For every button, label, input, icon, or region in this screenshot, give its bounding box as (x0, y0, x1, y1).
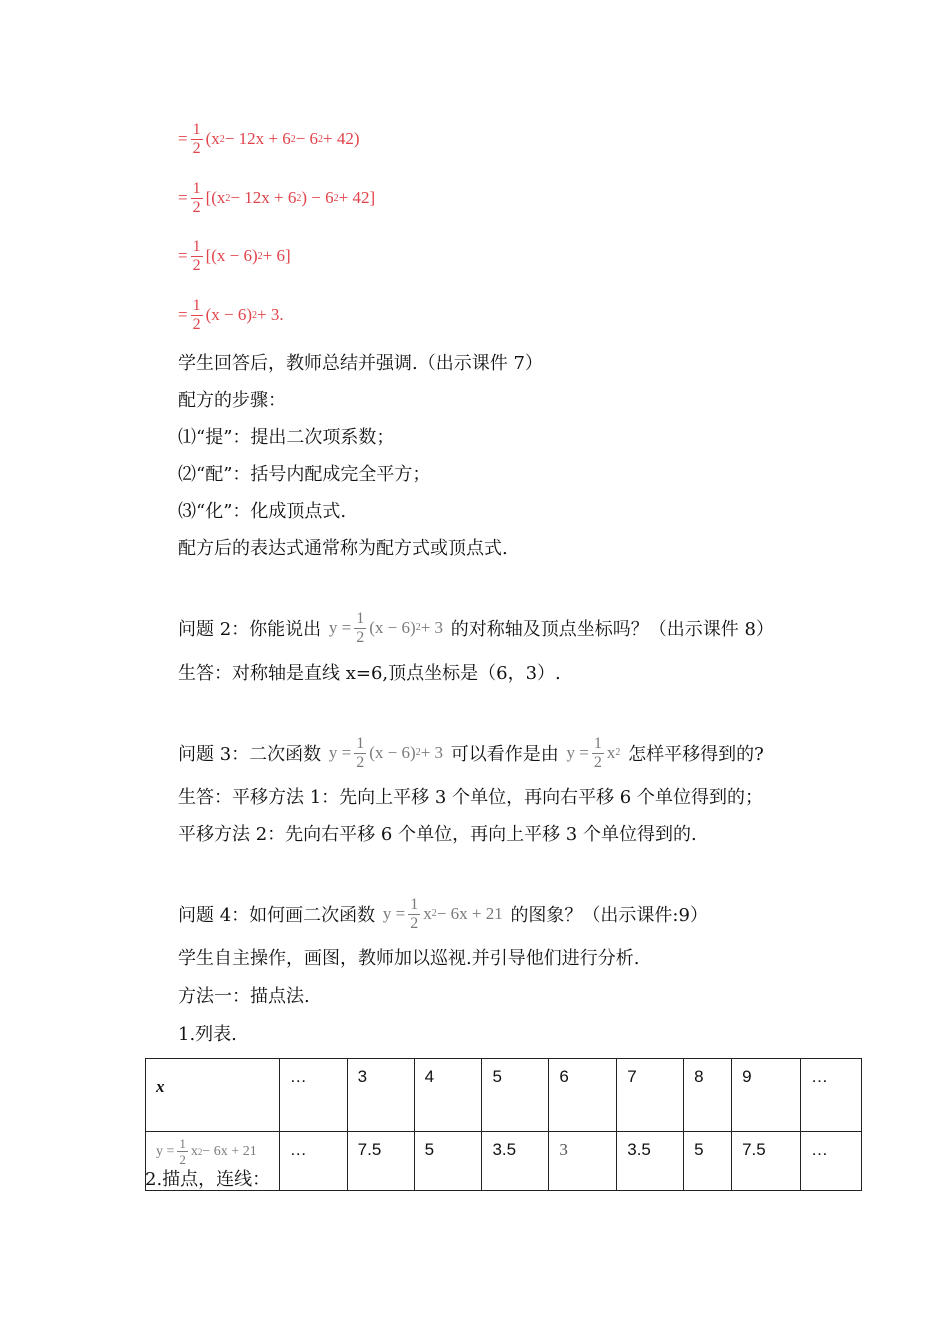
equation-step-3 (178, 233, 291, 279)
table-cell: 3.5 (482, 1132, 549, 1191)
expr-part: (x − 6) (205, 305, 253, 324)
table-cell: 5 (684, 1132, 732, 1191)
exponent: 2 (296, 192, 302, 204)
fraction-half (191, 121, 203, 158)
equals-sign: = (178, 188, 188, 207)
question-text: 的图象？（出示课件:9） (510, 905, 708, 926)
question-text: 可以看作是由 (450, 744, 559, 765)
numerator: 1 (356, 609, 365, 627)
expr-part: [(x (205, 188, 226, 207)
denominator: 2 (356, 628, 365, 646)
expr-part: x (423, 904, 432, 923)
student-operation-text: 学生自主操作，画图，教师加以巡视.并引导他们进行分析. (178, 948, 640, 969)
exponent: 2 (415, 747, 421, 758)
x-header-cell (146, 1059, 280, 1132)
table-cell: 9 (732, 1059, 801, 1132)
exponent: 2 (252, 309, 258, 321)
steps-title: 配方的步骤： (178, 390, 286, 411)
numerator: 1 (192, 179, 201, 197)
step-2: ⑵“配”：括号内配成完全平方； (178, 464, 431, 485)
fraction-half (191, 180, 203, 217)
table-cell: 3.5 (617, 1132, 684, 1191)
expr-part: + 6] (262, 246, 291, 265)
answer-3-line-2: 平移方法 2：先向右平移 6 个单位，再向上平移 3 个单位得到的. (178, 824, 697, 845)
denominator: 2 (192, 315, 201, 333)
numerator: 1 (410, 895, 419, 913)
y-equals: y = (382, 904, 406, 923)
expr-part: − 6 (295, 129, 319, 148)
plot-step-text: 2.描点，连线： (145, 1169, 271, 1190)
answer-3-line-1: 生答：平移方法 1：先向上平移 3 个单位，再向右平移 6 个单位得到的； (178, 787, 763, 808)
table-cell: 8 (684, 1059, 732, 1132)
exponent: 2 (318, 133, 324, 145)
expr-part: − 12x + 6 (224, 129, 291, 148)
exponent: 2 (333, 192, 339, 204)
fraction-half (592, 735, 604, 772)
expr-part: ) − 6 (301, 188, 334, 207)
summary-text: 学生回答后，教师总结并强调.（出示课件 7） (178, 353, 543, 374)
numerator: 1 (179, 1136, 186, 1151)
vertex-form-text: 配方后的表达式通常称为配方式或顶点式. (178, 538, 508, 559)
y-equals: y = (328, 618, 352, 637)
table-cell: 3 (347, 1059, 414, 1132)
step-1: ⑴“提”：提出二次项系数； (178, 427, 395, 448)
exponent: 2 (615, 747, 621, 758)
answer-2: 生答：对称轴是直线 x=6,顶点坐标是（6，3）. (178, 663, 561, 684)
equals-sign: = (178, 305, 188, 324)
expr-part: x (606, 743, 616, 762)
exponent: 2 (415, 622, 421, 633)
table-cell: 5 (414, 1132, 482, 1191)
expr-part: + 3 (420, 618, 444, 637)
y-equals: y = (328, 743, 352, 762)
table-cell: 6 (549, 1059, 617, 1132)
expr-part: + 42) (323, 129, 360, 148)
numerator: 1 (192, 120, 201, 138)
question-text: 问题 3：二次函数 (178, 744, 322, 765)
step-3: ⑶“化”：化成顶点式. (178, 501, 347, 522)
fraction-half (408, 896, 420, 933)
denominator: 2 (192, 256, 201, 274)
expr-part: + 42] (338, 188, 376, 207)
exponent: 2 (225, 192, 231, 204)
list-step-text: 1.列表. (178, 1024, 237, 1045)
y-equals: y = (156, 1143, 175, 1159)
vertex-function-formula (329, 604, 443, 652)
vertex-function-formula (329, 729, 443, 777)
exponent: 2 (197, 1146, 203, 1157)
question-text: 问题 4：如何画二次函数 (178, 905, 376, 926)
table-cell: … (801, 1059, 862, 1132)
fraction-half (191, 297, 203, 334)
fraction-half (354, 735, 366, 772)
table-cell: … (279, 1132, 347, 1191)
expr-part: + 3. (257, 305, 284, 324)
numerator: 1 (356, 734, 365, 752)
equation-step-1 (178, 116, 360, 162)
numerator: 1 (192, 237, 201, 255)
equation-step-4 (178, 292, 284, 338)
numerator: 1 (593, 734, 602, 752)
question-text: 怎样平移得到的? (628, 744, 764, 765)
table-cell: … (801, 1132, 862, 1191)
expr-part: (x − 6) (369, 618, 416, 637)
expr-part: (x − 6) (369, 743, 416, 762)
equals-sign: = (178, 129, 188, 148)
expr-part: − 12x + 6 (230, 188, 297, 207)
question-4 (178, 890, 708, 938)
question-text: 的对称轴及顶点坐标吗？（出示课件 8） (450, 619, 774, 640)
denominator: 2 (593, 753, 602, 771)
expr-part: x (190, 1143, 198, 1159)
table-row-x (146, 1059, 862, 1132)
table-cell: 7 (617, 1059, 684, 1132)
question-2 (178, 604, 774, 652)
exponent: 2 (290, 133, 296, 145)
fraction-half (177, 1136, 188, 1167)
basic-function-formula (567, 729, 621, 777)
table-cell: 7.5 (347, 1132, 414, 1191)
denominator: 2 (356, 753, 365, 771)
table-cell: … (279, 1059, 347, 1132)
expr-part: − 6x + 21 (436, 904, 503, 923)
expr-part: (x (205, 129, 220, 148)
method-1-text: 方法一：描点法. (178, 986, 310, 1007)
expr-part: − 6x + 21 (202, 1143, 257, 1159)
denominator: 2 (179, 1152, 186, 1167)
y-equals: y = (566, 743, 589, 762)
fraction-half (191, 238, 203, 275)
question-text: 问题 2：你能说出 (178, 619, 322, 640)
question-3 (178, 729, 764, 777)
expr-part: + 3 (420, 743, 444, 762)
fraction-half (354, 610, 366, 647)
denominator: 2 (192, 198, 201, 216)
quadratic-function-formula (156, 1136, 257, 1167)
exponent: 2 (431, 908, 437, 919)
equals-sign: = (178, 246, 188, 265)
x-header: x (156, 1077, 165, 1096)
expr-part: [(x − 6) (205, 246, 258, 265)
exponent: 2 (219, 133, 225, 145)
numerator: 1 (192, 296, 201, 314)
table-cell: 5 (482, 1059, 549, 1132)
equation-step-2 (178, 175, 375, 221)
denominator: 2 (410, 914, 419, 932)
table-cell: 7.5 (732, 1132, 801, 1191)
quadratic-function-formula (383, 890, 503, 938)
denominator: 2 (192, 139, 201, 157)
table-cell: 4 (414, 1059, 482, 1132)
exponent: 2 (257, 250, 263, 262)
table-cell: 3 (549, 1132, 617, 1191)
